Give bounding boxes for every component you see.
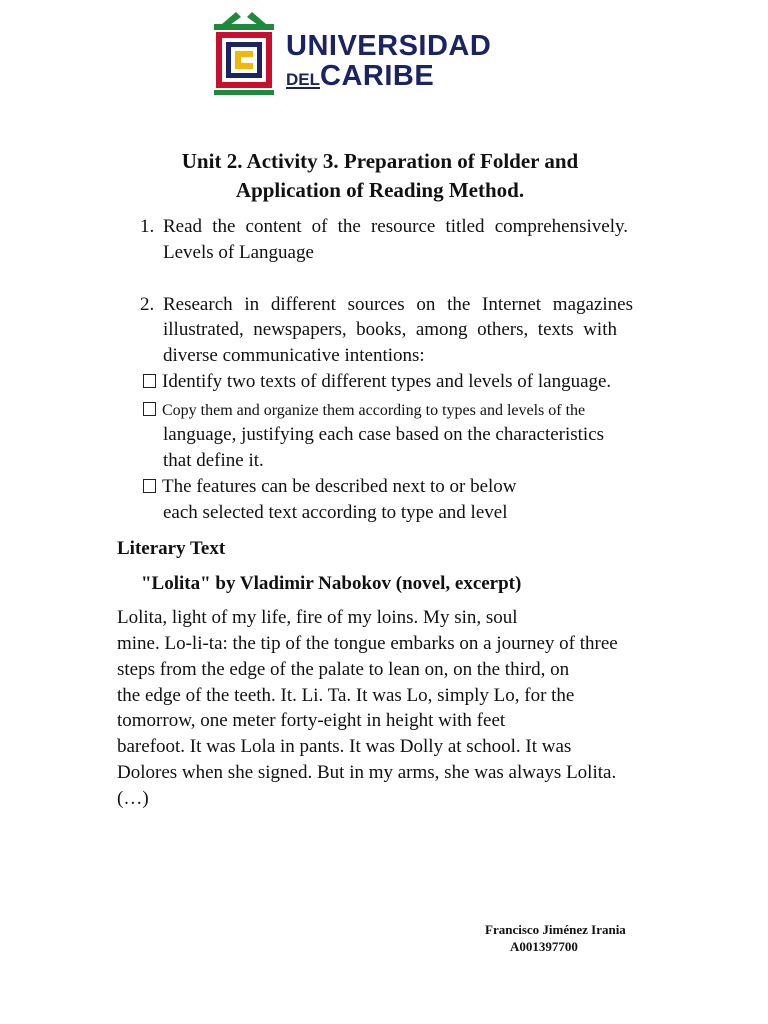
document-title-line-1: Unit 2. Activity 3. Preparation of Folder and xyxy=(181,149,579,173)
logo-leaf-left xyxy=(222,12,241,25)
item-2-line-1: Research in different sources on the Internet magazines xyxy=(163,294,633,315)
checkbox-icon xyxy=(143,479,156,493)
item-2-line-2: illustrated, newspapers, books, among others, texts with xyxy=(163,319,617,340)
item-1-line-2: Levels of Language xyxy=(163,242,314,263)
bullet-item-2 xyxy=(143,399,585,423)
author-id: A001397700 xyxy=(510,939,578,954)
bullet-3-line-1: The features can be described next to or below xyxy=(162,476,517,497)
logo-leaf-right xyxy=(247,12,266,25)
excerpt-line: mine. Lo-li-ta: the tip of the tongue embarks on a journey of three xyxy=(117,633,618,654)
logo-text-universidad: UNIVERSIDAD xyxy=(286,30,492,62)
bullet-3-line-2: each selected text according to type and level xyxy=(163,502,508,523)
excerpt-line: tomorrow, one meter forty-eight in height with feet xyxy=(117,710,506,731)
checkbox-icon xyxy=(143,374,156,388)
logo-bottom-bar xyxy=(214,90,274,95)
excerpt-line: barefoot. It was Lola in pants. It was Dolly at school. It was xyxy=(117,736,572,757)
excerpt-line: Dolores when she signed. But in my arms, she was always Lolita. xyxy=(117,762,617,783)
logo-text-del-caribe xyxy=(286,60,434,93)
literary-text-heading: Literary Text xyxy=(117,538,226,559)
bullet-item-1 xyxy=(143,370,611,394)
bullet-item-3 xyxy=(143,475,517,499)
item-1-number: 1. xyxy=(140,216,155,237)
author-name: Francisco Jiménez Irania xyxy=(485,922,626,937)
bullet-2-line-1: Copy them and organize them according to types and levels of the xyxy=(162,402,586,419)
excerpt-line: steps from the edge of the palate to lean on, on the third, on xyxy=(117,659,570,680)
bullet-2-line-3: that define it. xyxy=(163,450,264,471)
literary-text-subheading: "Lolita" by Vladimir Nabokov (novel, excerpt) xyxy=(141,573,522,594)
item-1-line-1: Read the content of the resource titled comprehensively. xyxy=(163,216,628,237)
checkbox-icon xyxy=(143,402,156,416)
logo-text-del: DEL xyxy=(286,70,320,89)
bullet-1-text: Identify two texts of different types and levels of language. xyxy=(162,371,612,392)
logo-text-caribe: CARIBE xyxy=(320,60,435,92)
bullet-2-line-2: language, justifying each case based on the characteristics xyxy=(163,424,605,445)
document-title-line-2: Application of Reading Method. xyxy=(235,178,525,202)
item-2-line-3: diverse communicative intentions: xyxy=(163,345,425,366)
excerpt-line: (…) xyxy=(117,788,149,809)
logo-emblem-icon xyxy=(208,6,280,98)
logo-top-bar xyxy=(214,24,274,30)
excerpt-line: the edge of the teeth. It. Li. Ta. It was Lo, simply Lo, for the xyxy=(117,685,575,706)
item-2-number: 2. xyxy=(140,294,155,315)
excerpt-line: Lolita, light of my life, fire of my loins. My sin, soul xyxy=(117,607,518,628)
university-logo xyxy=(208,6,528,98)
